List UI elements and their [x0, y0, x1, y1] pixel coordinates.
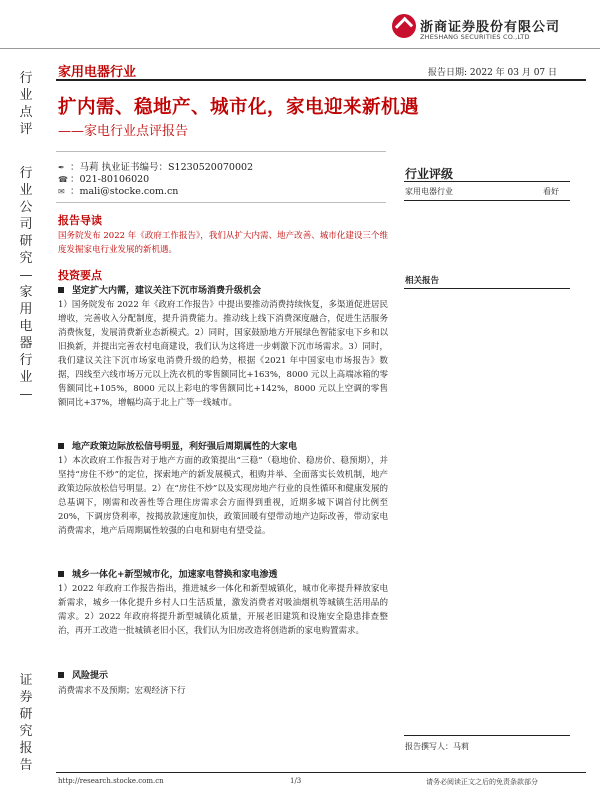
company-logo-icon	[392, 14, 416, 38]
contact-email-line	[58, 183, 178, 197]
bullet-square-icon	[58, 571, 64, 577]
highlight-title-3	[58, 567, 278, 580]
rating-bottom-divider	[404, 200, 570, 201]
highlight-text-2: 1）本次政府工作报告对于地产方面的政策提出“三稳”（稳地价、稳房价、稳预期），并坚持“房住不炒”的定位，探索地产的新发展模式，租购并举、全面落实长效机制，地产政策边际放松信号明显。2）在“房住不炒”以及实现房地产行业的良性循环和健康发展的总基调下，刚需和改善性等合理住房需求会方面得到重视，近期多城下调首付比例至 20%，下调房贷利率，按揭放款速度加快，政策回暖有望带动地产边际改善，带动家电消费需求，地产后周期属性较强的白电和厨电有望受益。	[58, 456, 388, 536]
page-number: 1/3	[290, 777, 302, 785]
analyst-email[interactable]: ：mali@stocke.com.cn	[70, 186, 179, 197]
analyst-name: 马莉	[453, 742, 469, 751]
highlight-title-text: 坚定扩大内需，建议关注下沉市场消费升级机会	[72, 286, 262, 296]
highlight-text-4: 消费需求不及预期；宏观经济下行	[58, 686, 186, 696]
bullet-square-icon	[58, 287, 64, 293]
company-name-cn: 浙商证券股份有限公司	[420, 20, 561, 35]
highlight-title-4	[58, 668, 108, 681]
footer-divider	[56, 772, 586, 773]
analyst-line	[405, 741, 469, 752]
side-label-middle: 行业公司研究—家用电器行业—	[19, 166, 33, 402]
rating-heading: 行业评级	[405, 167, 454, 181]
report-subtitle: ——家电行业点评报告	[58, 124, 189, 139]
rating-value: 看好	[543, 187, 559, 196]
bullet-square-icon	[58, 672, 64, 678]
email-icon: ✉	[58, 187, 65, 196]
highlight-text-3: 1）2022 年政府工作报告指出，推进城乡一体化和新型城镇化，城市化率提升释放家电新需求，城乡一体化提升乡村人口生活质量，激发消费者对吸油烟机等城镇生活用品的需求。2）2022 年政府将提升新型城镇化质量，开展老旧建筑和设施安全隐患排查整治，再开工改造一批城镇老旧小区，我们认为旧房改造将创造新的家电购置需求。	[58, 584, 388, 636]
related-reports-heading: 相关报告	[405, 276, 440, 286]
contact-divider	[56, 151, 386, 152]
industry-title: 家用电器行业	[58, 65, 137, 80]
guide-text: 国务院发布 2022 年《政府工作报告》，我们从扩大内需、地产改善、城市化建设三个维度发掘家电行业发展的新机遇。	[58, 231, 388, 255]
rating-industry: 家用电器行业	[405, 187, 453, 196]
footer-disclaimer: 请务必阅读正文之后的免责条款部分	[426, 778, 538, 786]
highlights-heading: 投资要点	[58, 269, 102, 282]
phone-icon: ☎	[58, 175, 68, 184]
guide-heading: 报告导读	[58, 214, 102, 227]
side-label-bottom: 证券研究报告	[19, 673, 33, 773]
analyst-divider	[404, 735, 570, 736]
footer-site-link[interactable]: http://research.stocke.com.cn	[58, 777, 164, 785]
contact-bottom-divider	[56, 202, 386, 203]
highlight-title-text: 地产政策边际放松信号明显，利好强后周期属性的大家电	[72, 442, 298, 452]
rating-divider	[404, 181, 570, 182]
pen-icon: ✒	[58, 163, 65, 172]
related-divider	[404, 288, 570, 289]
analyst-label: 报告撰写人：	[405, 742, 453, 751]
top-divider	[0, 48, 600, 49]
highlight-title-text: 城乡一体化+新型城市化，加速家电替换和家电渗透	[72, 570, 278, 580]
highlight-title-text: 风险提示	[72, 671, 109, 681]
analyst-license: ：马莉 执业证书编号：S1230520070002	[70, 162, 254, 173]
side-label-top: 行业点评	[19, 71, 33, 137]
bullet-square-icon	[58, 443, 64, 449]
report-title: 扩内需、稳地产、城市化，家电迎来新机遇	[58, 97, 420, 118]
highlight-title-2	[58, 439, 297, 452]
analyst-phone: ：021-80106020	[70, 174, 150, 185]
highlight-text-1: 1）国务院发布 2022 年《政府工作报告》中提出要推动消费持续恢复，多渠道促进居民增收，完善收入分配制度，提升消费能力。推动线上线下消费深度融合，促进生活服务消费恢复，发展消费新业态新模式。2）同时，国家鼓励地方开展绿色智能家电下乡和以旧换新，并提出完善农村电商建设，我们认为这将进一步刺激下沉市场需求。3）同时，我们建议关注下沉市场家电消费升级的趋势，根据《2021 年中国家电市场报告》数据，四线至六线市场万元以上洗衣机的零售额同比+163%，8000 元以上高端冰箱的零售额同比+105%，8000 元以上彩电的零售额同比+142%，8000 元以上空调的零售额同比+37%，增幅均高于北上广等一线城市。	[58, 300, 388, 408]
company-name-en: ZHESHANG SECURITIES CO.,LTD	[420, 33, 530, 41]
highlight-title-1	[58, 283, 261, 296]
report-date: 报告日期: 2022 年 03 月 07 日	[428, 68, 558, 78]
